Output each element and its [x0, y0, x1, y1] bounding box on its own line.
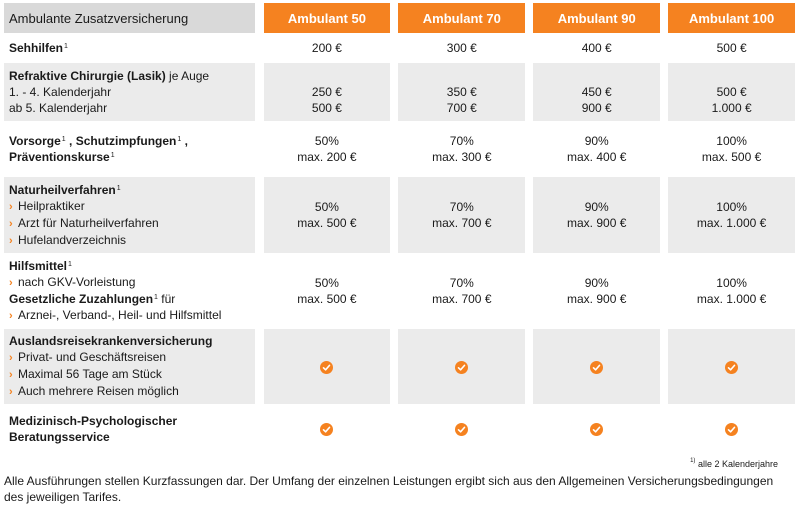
table-row	[4, 63, 795, 121]
value-cell	[533, 404, 660, 454]
chevron-right-icon: ›	[9, 386, 13, 398]
value-cell: 90% max. 900 €	[533, 177, 660, 253]
plan-header-70: Ambulant 70	[398, 3, 525, 33]
table-row	[4, 404, 795, 454]
table-row	[4, 33, 795, 63]
check-circle-icon	[320, 361, 333, 374]
value-cell	[668, 329, 795, 404]
value-cell: 450 € 900 €	[533, 63, 660, 121]
check-circle-icon	[725, 423, 738, 436]
value-cell: 50% max. 500 €	[264, 177, 391, 253]
value-cell: 50% max. 500 €	[297, 276, 357, 306]
value-cell: 100% max. 500 €	[701, 134, 762, 164]
row-label-sehhilfen: Sehhilfen$^1$	[9, 41, 68, 55]
chevron-right-icon: ›	[9, 310, 13, 322]
plan-header-100: Ambulant 100	[668, 3, 795, 33]
value-cell	[264, 404, 391, 454]
chevron-right-icon: ›	[9, 277, 13, 289]
plan-header-50: Ambulant 50	[264, 3, 391, 33]
value-cell: 350 € 700 €	[398, 63, 525, 121]
plan-header-90: Ambulant 90	[533, 3, 660, 33]
row-label-vorsorge: Vorsorge$^1$ , Schutzimpfungen$^1$ , Präventionskurse$^1$	[9, 134, 188, 164]
check-circle-icon	[590, 423, 603, 436]
check-circle-icon	[455, 361, 468, 374]
header-row	[4, 3, 795, 33]
value-cell: 70% max. 300 €	[432, 134, 492, 164]
table-row	[4, 253, 795, 329]
row-label-naturheilverfahren: Naturheilverfahren$^1$ › Heilpraktiker › Arzt für Naturheilverfahren › Hufelandverzeichnis	[4, 177, 255, 253]
value-cell: 50% max. 200 €	[297, 134, 357, 164]
value-cell	[533, 329, 660, 404]
row-label-auslandsreise: Auslandsreisekrankenversicherung › Privat- und Geschäftsreisen › Maximal 56 Tage am Stück › Auch mehrere Reisen möglich	[4, 329, 255, 404]
value-cell: 500 € 1.000 €	[668, 63, 795, 121]
value-cell: 90% max. 400 €	[567, 134, 627, 164]
header-label: Ambulante Zusatzversicherung	[4, 3, 255, 33]
value-cell: 500 €	[716, 41, 747, 55]
table-row	[4, 329, 795, 404]
table-row	[4, 121, 795, 177]
table-row	[4, 177, 795, 253]
chevron-right-icon: ›	[9, 200, 13, 213]
chevron-right-icon: ›	[9, 217, 13, 230]
footnote: $^{1)}$ alle 2 Kalenderjahre	[690, 458, 778, 469]
chevron-right-icon: ›	[9, 352, 13, 364]
value-cell: 100% max. 1.000 €	[668, 177, 795, 253]
value-cell: 70% max. 700 €	[398, 177, 525, 253]
value-cell	[264, 329, 391, 404]
check-circle-icon	[725, 361, 738, 374]
value-cell: 90% max. 900 €	[567, 276, 627, 306]
value-cell	[398, 329, 525, 404]
value-cell: 300 €	[446, 41, 477, 55]
check-circle-icon	[455, 423, 468, 436]
value-cell: 250 € 500 €	[264, 63, 391, 121]
check-circle-icon	[590, 361, 603, 374]
value-cell: 400 €	[581, 41, 612, 55]
chevron-right-icon: ›	[9, 369, 13, 381]
value-cell: 100% max. 1.000 €	[696, 276, 767, 306]
disclaimer-note: Alle Ausführungen stellen Kurzfassungen dar. Der Umfang der einzelnen Leistungen ergibt sich aus den Allgemeinen Versicherungsbedingungen des jeweiligen Tarifes.	[4, 474, 774, 504]
value-cell	[668, 404, 795, 454]
chevron-right-icon: ›	[9, 234, 13, 247]
value-cell	[398, 404, 525, 454]
row-label-beratung: Medizinisch-Psychologischer Beratungsservice	[9, 414, 178, 444]
value-cell: 70% max. 700 €	[432, 276, 492, 306]
check-circle-icon	[320, 423, 333, 436]
row-label-lasik: Refraktive Chirurgie (Lasik) je Auge 1. - 4. Kalenderjahr ab 5. Kalenderjahr	[4, 63, 255, 121]
comparison-table	[4, 3, 795, 454]
value-cell: 200 €	[311, 41, 342, 55]
row-label-hilfsmittel: Hilfsmittel$^1$ › nach GKV-Vorleistung Gesetzliche Zuzahlungen$^1$ für › Arznei-, Verband-, Heil- und Hilfsmittel	[9, 259, 222, 322]
